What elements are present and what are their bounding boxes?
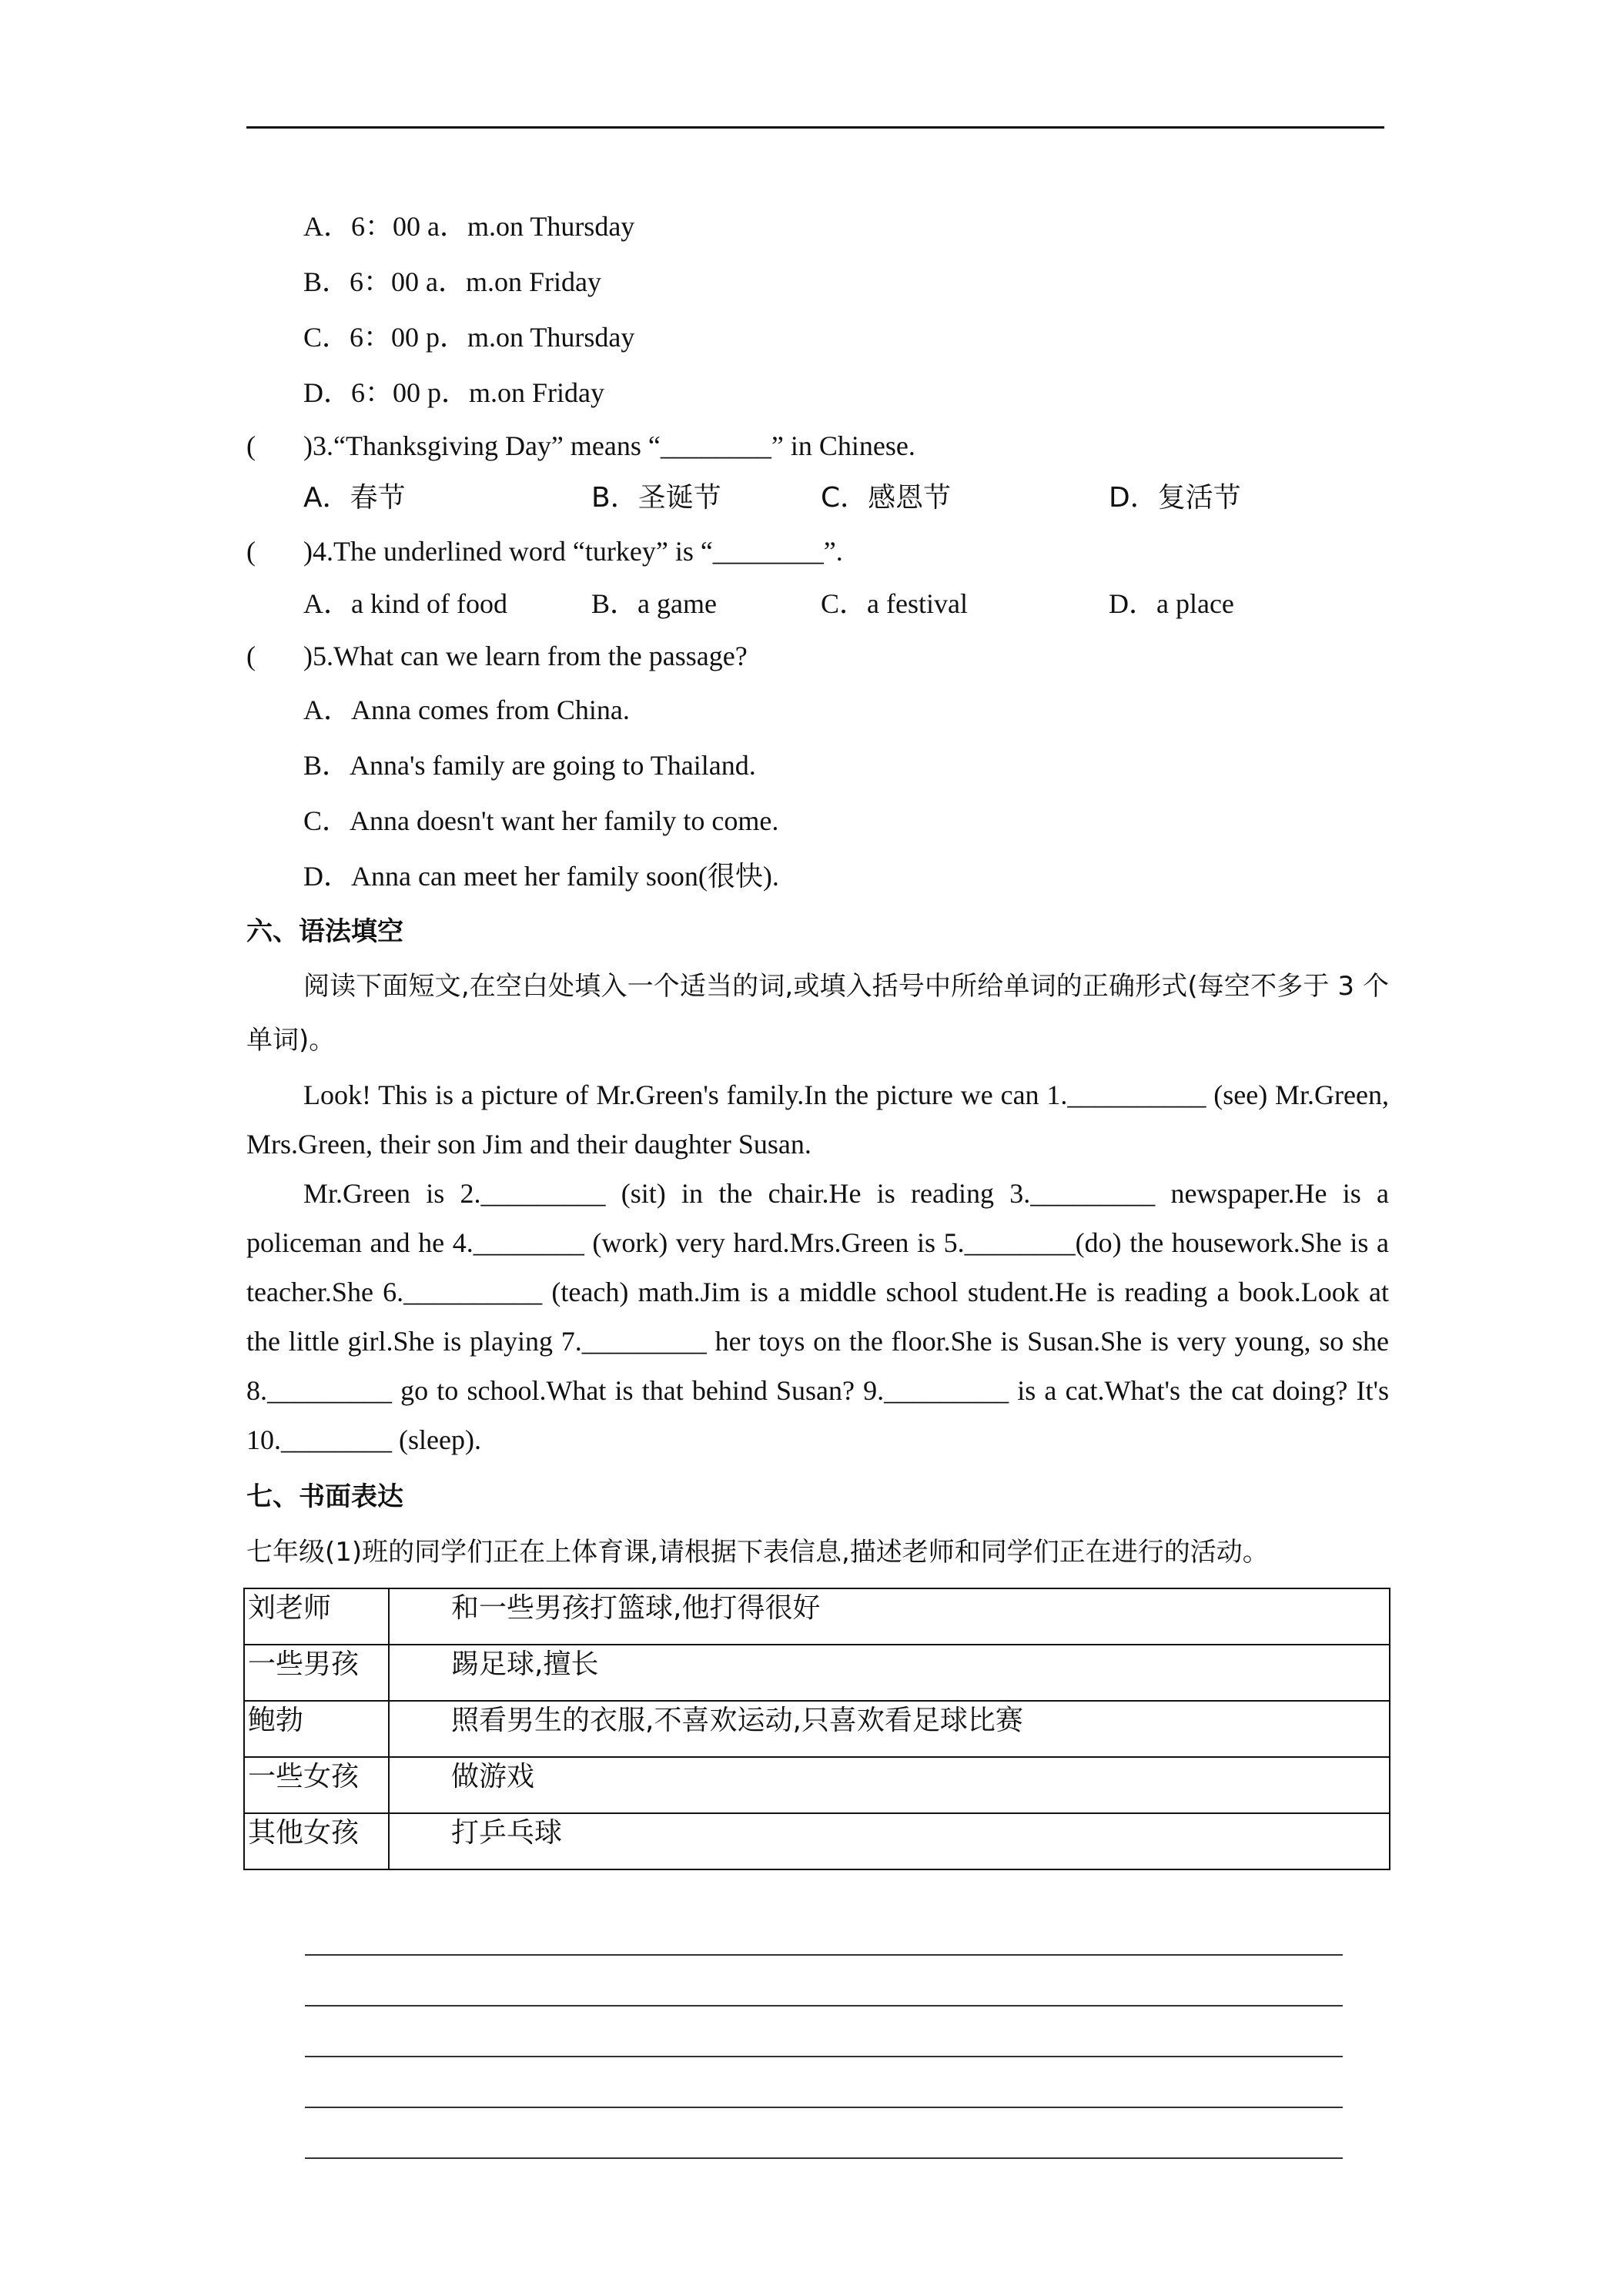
section-6-instruction: 阅读下面短文,在空白处填入一个适当的词,或填入括号中所给单词的正确形式(每空不多于 3 个单词)。: [246, 971, 1389, 1056]
table-cell-person: 一些男孩: [244, 1645, 389, 1701]
writing-line[interactable]: [305, 1905, 1343, 1956]
table-cell-activity: 打乒乓球: [389, 1813, 1390, 1869]
q3-option-a[interactable]: A．春节: [303, 482, 406, 514]
question-3: [246, 420, 1389, 471]
question-stem: )3.“Thanksgiving Day” means “________” in Chinese.: [303, 430, 915, 461]
section-6-title: 六、语法填空: [246, 916, 403, 947]
q2-option-a[interactable]: A．6：00 a．m.on Thursday: [303, 211, 635, 242]
section-7-instruction: 七年级(1)班的同学们正在上体育课,请根据下表信息,描述老师和同学们正在进行的活动。: [246, 1537, 1269, 1568]
answer-paren[interactable]: (: [246, 641, 256, 671]
q3-option-c[interactable]: C．感恩节: [821, 482, 952, 514]
table-cell-activity: 照看男生的衣服,不喜欢运动,只喜欢看足球比赛: [389, 1701, 1390, 1757]
q3-option-b[interactable]: B．圣诞节: [591, 482, 721, 514]
writing-line[interactable]: [305, 2006, 1343, 2057]
question-stem: )4.The underlined word “turkey” is “________”.: [303, 536, 843, 567]
passage-paragraph-1: Look! This is a picture of Mr.Green's family.In the picture we can 1.__________ (see) Mr.Green, Mrs.Green, their son Jim and their daughter Susan.: [246, 1079, 1389, 1160]
q5-option-a[interactable]: A．Anna comes from China.: [303, 694, 630, 725]
answer-paren[interactable]: (: [246, 430, 256, 461]
q4-options: [246, 577, 1389, 630]
question-5: [246, 630, 1389, 682]
table-row: [244, 1701, 1390, 1757]
q2-option-b[interactable]: B．6：00 a．m.on Friday: [303, 266, 601, 297]
section-7-title: 七、书面表达: [246, 1481, 403, 1512]
table-cell-person: 鲍勃: [244, 1701, 389, 1757]
table-cell-activity: 和一些男孩打篮球,他打得很好: [389, 1588, 1390, 1645]
table-row: [244, 1588, 1390, 1645]
q5-option-b[interactable]: B．Anna's family are going to Thailand.: [303, 750, 756, 781]
writing-line[interactable]: [305, 1956, 1343, 2006]
q2-option-d[interactable]: D．6：00 p．m.on Friday: [303, 377, 604, 408]
activity-table: [243, 1588, 1390, 1870]
writing-line[interactable]: [305, 2057, 1343, 2108]
worksheet-content: [246, 199, 1389, 1580]
question-stem: )5.What can we learn from the passage?: [303, 641, 748, 671]
q5-option-c[interactable]: C．Anna doesn't want her family to come.: [303, 805, 779, 836]
q3-option-d[interactable]: D．复活节: [1109, 482, 1241, 514]
passage-paragraph-2: Mr.Green is 2._________ (sit) in the chair.He is reading 3._________ newspaper.He is a policeman and he 4.________ (work) very hard.Mrs.Green is 5.________(do) the housework.She is a teacher.She 6.__________ (teach) math.Jim is a middle school student.He is reading a book.Look at the little girl.She is playing 7._________ her toys on the floor.She is Susan.She is very young, so she 8._________ go to school.What is that behind Susan? 9._________ is a cat.What's the cat doing? It's 10.________ (sleep).: [246, 1178, 1389, 1455]
q4-option-d[interactable]: D．a place: [1109, 588, 1234, 619]
writing-area[interactable]: [305, 1905, 1343, 2159]
table-cell-person: 刘老师: [244, 1588, 389, 1645]
q2-option-c[interactable]: C．6：00 p．m.on Thursday: [303, 322, 635, 353]
q4-option-a[interactable]: A．a kind of food: [303, 588, 507, 619]
question-4: [246, 525, 1389, 577]
q3-options: [246, 471, 1389, 525]
table-cell-person: 其他女孩: [244, 1813, 389, 1869]
table-row: [244, 1813, 1390, 1869]
q4-option-c[interactable]: C．a festival: [821, 588, 968, 619]
table-cell-activity: 踢足球,擅长: [389, 1645, 1390, 1701]
writing-line[interactable]: [305, 2108, 1343, 2159]
q4-option-b[interactable]: B．a game: [591, 588, 717, 619]
table-cell-activity: 做游戏: [389, 1757, 1390, 1813]
q5-option-d[interactable]: D．Anna can meet her family soon(很快).: [303, 861, 779, 892]
table-cell-person: 一些女孩: [244, 1757, 389, 1813]
header-rule: [246, 126, 1384, 129]
table-row: [244, 1757, 1390, 1813]
answer-paren[interactable]: (: [246, 536, 256, 567]
table-row: [244, 1645, 1390, 1701]
